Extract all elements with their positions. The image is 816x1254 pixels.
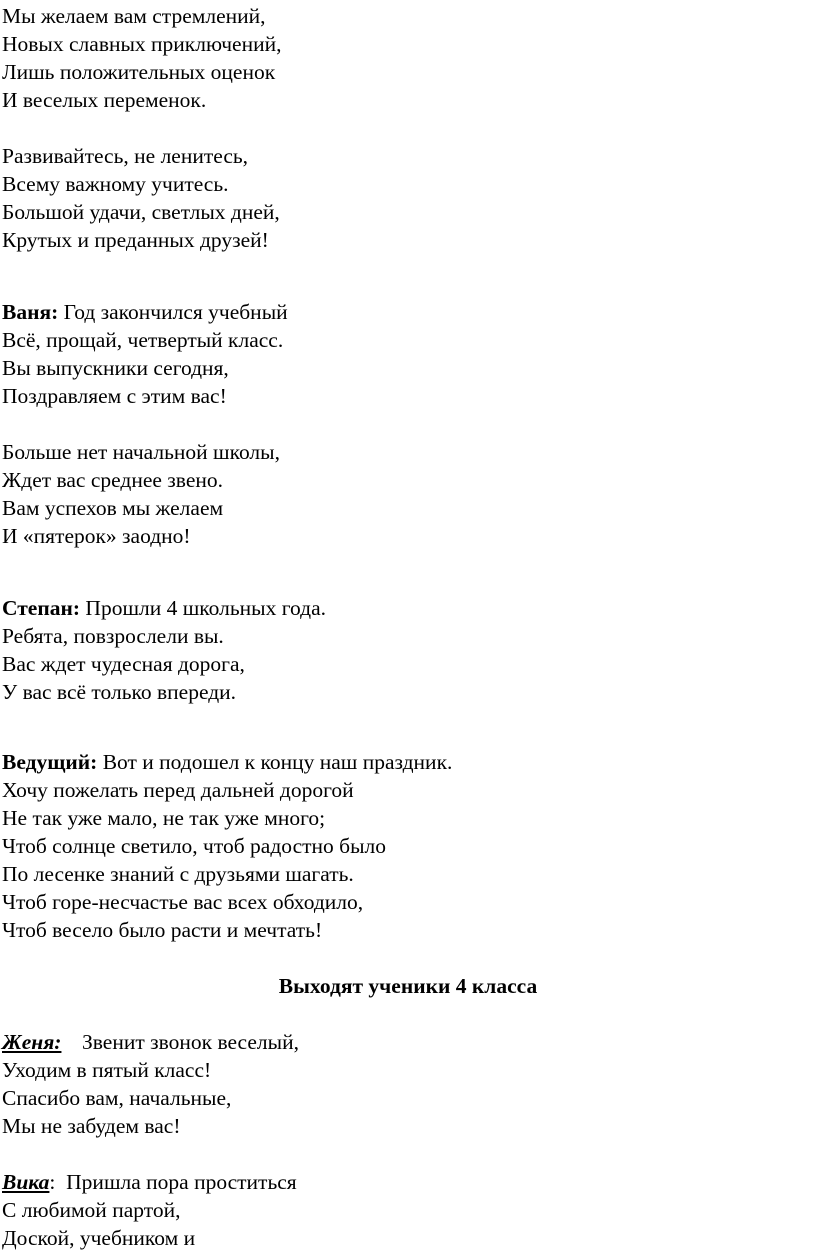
poem-line: Мы не забудем вас! xyxy=(2,1114,181,1138)
speaker-name: Вика xyxy=(2,1170,50,1194)
poem-line: Крутых и преданных друзей! xyxy=(2,228,269,252)
speaker-name: Ваня: xyxy=(2,300,59,324)
poem-line: Большой удачи, светлых дней, xyxy=(2,200,280,224)
poem-text: Прошли 4 школьных года. xyxy=(80,596,326,620)
poem-line: У вас всё только впереди. xyxy=(2,680,237,704)
poem-line: Лишь положительных оценок xyxy=(2,60,276,84)
speaker-line-vanya xyxy=(2,298,288,326)
speaker-line-zhenya xyxy=(2,1028,299,1056)
poem-line: Спасибо вам, начальные, xyxy=(2,1086,232,1110)
poem-line: Мы желаем вам стремлений, xyxy=(2,4,266,28)
speaker-line-vika xyxy=(2,1168,297,1196)
poem-line: Не так уже мало, не так уже много; xyxy=(2,806,326,830)
poem-line: Всему важному учитесь. xyxy=(2,172,229,196)
poem-line: Ждет вас среднее звено. xyxy=(2,468,223,492)
poem-line: По лесенке знаний с друзьями шагать. xyxy=(2,862,354,886)
poem-text: Вот и подошел к концу наш праздник. xyxy=(97,750,453,774)
poem-text: Год закончился учебный xyxy=(58,300,288,324)
poem-line: Хочу пожелать перед дальней дорогой xyxy=(2,778,354,802)
speaker-line-host xyxy=(2,748,452,776)
poem-line: Чтоб весело было расти и мечтать! xyxy=(2,918,323,942)
poem-line: Вам успехов мы желаем xyxy=(2,496,224,520)
poem-line: Поздравляем с этим вас! xyxy=(2,384,227,408)
poem-line: Доской, учебником и xyxy=(2,1226,196,1250)
poem-line: Больше нет начальной школы, xyxy=(2,440,280,464)
poem-line: Развивайтесь, не ленитесь, xyxy=(2,144,249,168)
speaker-name: Женя: xyxy=(2,1030,62,1054)
poem-line: И веселых переменок. xyxy=(2,88,207,112)
poem-line: Ребята, повзрослели вы. xyxy=(2,624,224,648)
speaker-colon: : xyxy=(49,1170,56,1194)
poem-line: Уходим в пятый класс! xyxy=(2,1058,212,1082)
speaker-name: Степан: xyxy=(2,596,81,620)
poem-line: Чтоб солнце светило, чтоб радостно было xyxy=(2,834,386,858)
stage-direction: Выходят ученики 4 класса xyxy=(278,974,538,998)
poem-line: Чтоб горе-несчастье вас всех обходило, xyxy=(2,890,364,914)
poem-line: С любимой партой, xyxy=(2,1198,181,1222)
poem-line: Вы выпускники сегодня, xyxy=(2,356,229,380)
speaker-line-stepan xyxy=(2,594,326,622)
speaker-name: Ведущий: xyxy=(2,750,98,774)
poem-line: Новых славных приключений, xyxy=(2,32,282,56)
poem-text: Звенит звонок веселый, xyxy=(82,1030,299,1054)
poem-line: Всё, прощай, четвертый класс. xyxy=(2,328,284,352)
poem-text: Пришла пора проститься xyxy=(55,1170,297,1194)
poem-line: И «пятерок» заодно! xyxy=(2,524,191,548)
poem-line: Вас ждет чудесная дорога, xyxy=(2,652,245,676)
